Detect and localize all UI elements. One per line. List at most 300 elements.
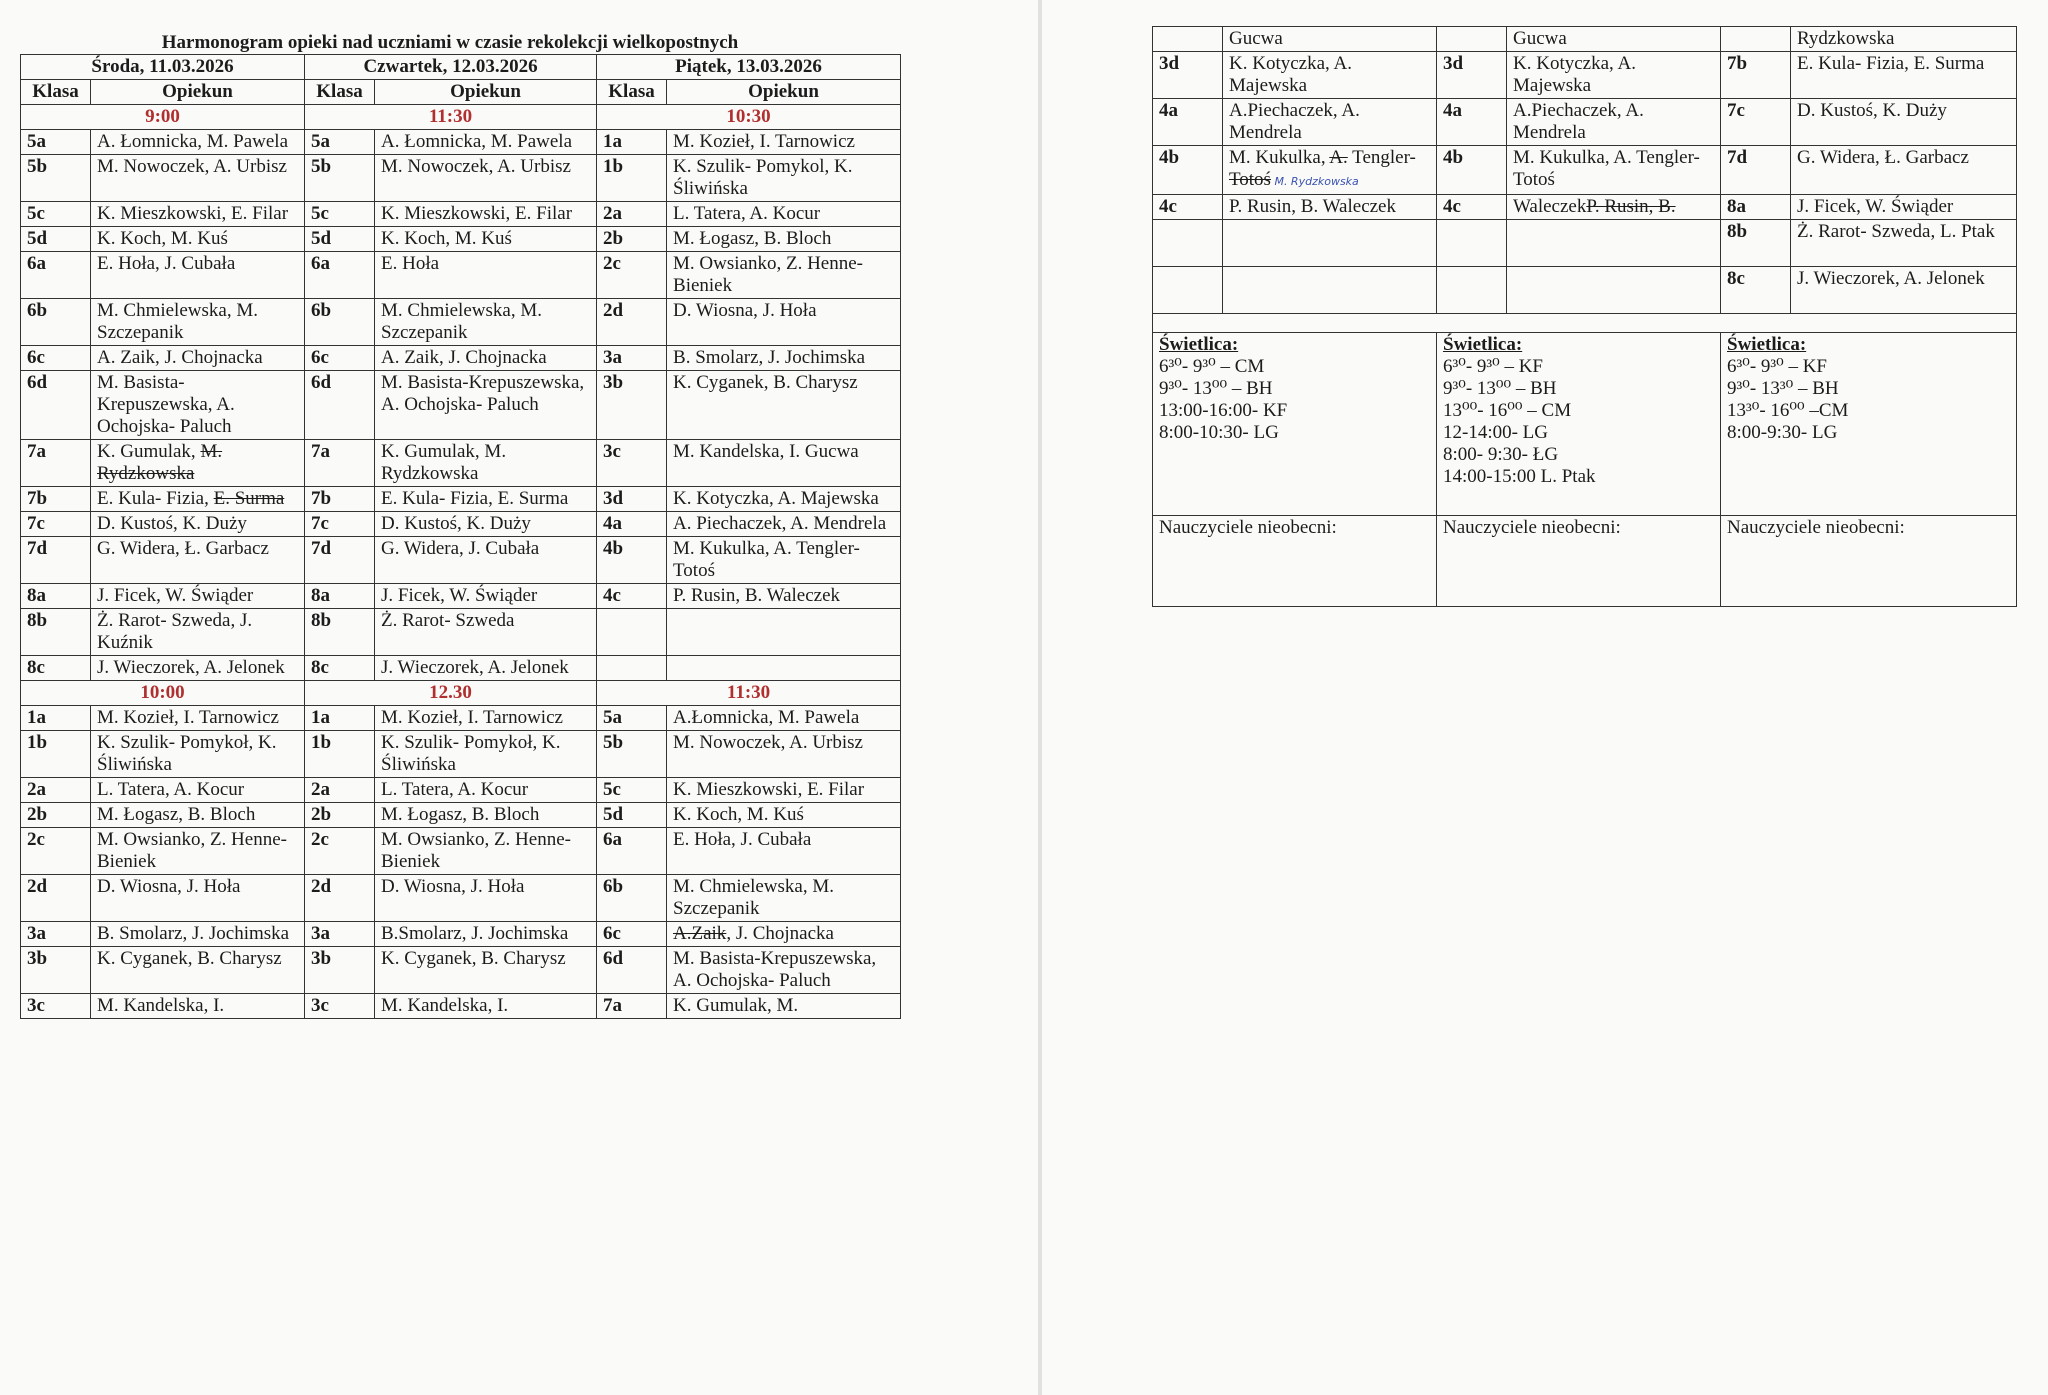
empty-class-cell bbox=[1153, 27, 1223, 52]
class-cell: 6a bbox=[305, 252, 375, 299]
caretaker-text: E. Hoła, J. Cubała bbox=[673, 829, 812, 850]
block1-time-1: 11:30 bbox=[305, 105, 597, 130]
caretaker-text: K. Cyganek, B. Charysz bbox=[97, 948, 282, 969]
class-cell: 7a bbox=[21, 440, 91, 487]
class-cell: 2c bbox=[305, 828, 375, 875]
class-cell: 4b bbox=[1153, 146, 1223, 195]
caretaker-cell bbox=[667, 440, 901, 487]
caretaker-text: M. Kozieł, I. Tarnowicz bbox=[673, 131, 855, 152]
block2-time-2: 11:30 bbox=[597, 681, 901, 706]
caretaker-text: M. Owsianko, Z. Henne- Bieniek bbox=[381, 829, 571, 872]
caretaker-text: M. Kozieł, I. Tarnowicz bbox=[97, 707, 279, 728]
swietlica-line: 6³⁰- 9³⁰ – CM bbox=[1159, 356, 1265, 377]
struck-text: Totoś bbox=[1229, 169, 1271, 190]
caretaker-cell bbox=[1223, 99, 1437, 146]
caretaker-cell bbox=[375, 440, 597, 487]
caretaker-cell bbox=[1507, 146, 1721, 195]
caretaker-text: , J. Chojnacka bbox=[726, 923, 834, 944]
table-row bbox=[21, 130, 901, 155]
caretaker-text: M. Nowoczek, A. Urbisz bbox=[673, 732, 863, 753]
class-cell bbox=[597, 609, 667, 656]
day-header-thu: Czwartek, 12.03.2026 bbox=[305, 55, 597, 80]
class-cell: 2a bbox=[21, 778, 91, 803]
class-cell: 6a bbox=[597, 828, 667, 875]
caretaker-text: D. Kustoś, K. Duży bbox=[381, 513, 531, 534]
document-title: Harmonogram opieki nad uczniami w czasie rekolekcji wielkopostnych bbox=[161, 32, 739, 53]
table-row bbox=[21, 994, 901, 1019]
class-cell: 2b bbox=[21, 803, 91, 828]
caretaker-text: A. Zaik, J. Chojnacka bbox=[97, 347, 263, 368]
block1-time-0: 9:00 bbox=[21, 105, 305, 130]
caretaker-text: M. Chmielewska, M. Szczepanik bbox=[97, 300, 258, 343]
class-cell: 5b bbox=[21, 155, 91, 202]
caretaker-cell bbox=[1507, 195, 1721, 220]
class-cell: 3c bbox=[597, 440, 667, 487]
absent-row bbox=[1153, 516, 2017, 607]
caretaker-text: A. Piechaczek, A. Mendrela bbox=[673, 513, 887, 534]
caretaker-cell bbox=[1791, 99, 2017, 146]
class-cell: 7d bbox=[305, 537, 375, 584]
caretaker-cell bbox=[91, 731, 305, 778]
caretaker-text: B. Smolarz, J. Jochimska bbox=[673, 347, 866, 368]
caretaker-cell bbox=[375, 922, 597, 947]
caretaker-text: M. Kukulka, A. Tengler- Totoś bbox=[1513, 147, 1700, 190]
swietlica-line: 14:00-15:00 L. Ptak bbox=[1443, 466, 1596, 487]
caretaker-text: G. Widera, Ł. Garbacz bbox=[97, 538, 269, 559]
caretaker-text: J. Ficek, W. Świąder bbox=[381, 585, 538, 606]
caretaker-cell bbox=[667, 803, 901, 828]
caretaker-text: K. Mieszkowski, E. Filar bbox=[97, 203, 289, 224]
swietlica-line: 6³⁰- 9³⁰ – KF bbox=[1727, 356, 1827, 377]
caretaker-cell bbox=[91, 803, 305, 828]
swietlica-line: 9³⁰- 13⁰⁰ – BH bbox=[1159, 378, 1273, 399]
schedule-table-continued bbox=[1152, 26, 2017, 607]
caretaker-text: P. Rusin, B. Waleczek bbox=[1229, 196, 1396, 217]
table-row bbox=[21, 828, 901, 875]
caretaker-text: M. Nowoczek, A. Urbisz bbox=[381, 156, 571, 177]
caretaker-cell bbox=[1791, 220, 2017, 267]
class-cell: 7c bbox=[21, 512, 91, 537]
caretaker-text: D. Kustoś, K. Duży bbox=[97, 513, 247, 534]
block1-time-row bbox=[21, 105, 901, 130]
class-cell: 3d bbox=[1437, 52, 1507, 99]
caretaker-cell bbox=[1791, 52, 2017, 99]
caretaker-text: K. Gumulak, M. Rydzkowska bbox=[381, 441, 507, 484]
caretaker-cell bbox=[375, 947, 597, 994]
class-cell: 8b bbox=[1721, 220, 1791, 267]
col-opiekun: Opiekun bbox=[375, 80, 597, 105]
caretaker-cell bbox=[91, 371, 305, 440]
class-cell: 5b bbox=[305, 155, 375, 202]
empty-class-cell bbox=[1721, 27, 1791, 52]
caretaker-cell bbox=[91, 778, 305, 803]
class-cell: 5d bbox=[305, 227, 375, 252]
caretaker-cell bbox=[91, 875, 305, 922]
caretaker-text: K. Mieszkowski, E. Filar bbox=[381, 203, 573, 224]
table-row bbox=[21, 512, 901, 537]
day-header-fri: Piątek, 13.03.2026 bbox=[597, 55, 901, 80]
class-cell: 7b bbox=[305, 487, 375, 512]
caretaker-cell bbox=[1223, 220, 1437, 267]
class-cell: 1a bbox=[597, 130, 667, 155]
class-cell: 7c bbox=[1721, 99, 1791, 146]
caretaker-cell bbox=[1791, 146, 2017, 195]
class-cell: 7d bbox=[1721, 146, 1791, 195]
caretaker-cell bbox=[1223, 146, 1437, 195]
caretaker-text: M. Łogasz, B. Bloch bbox=[381, 804, 540, 825]
caretaker-text: K. Cyganek, B. Charysz bbox=[381, 948, 566, 969]
table-row bbox=[1153, 99, 2017, 146]
swietlica-title: Świetlica: bbox=[1443, 334, 1523, 355]
caretaker-cell bbox=[375, 487, 597, 512]
class-cell bbox=[597, 656, 667, 681]
spacer-row bbox=[1153, 314, 2017, 333]
caretaker-text: L. Tatera, A. Kocur bbox=[97, 779, 245, 800]
caretaker-cell bbox=[375, 371, 597, 440]
class-cell: 8a bbox=[1721, 195, 1791, 220]
caretaker-text: K. Mieszkowski, E. Filar bbox=[673, 779, 865, 800]
class-cell: 1b bbox=[305, 731, 375, 778]
caretaker-text: G. Widera, Ł. Garbacz bbox=[1797, 147, 1969, 168]
class-cell: 2d bbox=[597, 299, 667, 346]
caretaker-cell bbox=[91, 512, 305, 537]
table-row bbox=[1153, 146, 2017, 195]
caretaker-cell bbox=[1507, 267, 1721, 314]
caretaker-text: K. Szulik- Pomykol, K. Śliwińska bbox=[673, 156, 853, 199]
caretaker-cell bbox=[375, 731, 597, 778]
class-cell: 2c bbox=[21, 828, 91, 875]
class-cell: 5c bbox=[305, 202, 375, 227]
table-row bbox=[21, 947, 901, 994]
continued-caretaker-1: Gucwa bbox=[1507, 27, 1721, 52]
caretaker-cell bbox=[667, 371, 901, 440]
swietlica-line: 9³⁰- 13³⁰ – BH bbox=[1727, 378, 1839, 399]
table-row bbox=[21, 778, 901, 803]
caretaker-cell bbox=[375, 656, 597, 681]
caretaker-cell bbox=[1507, 220, 1721, 267]
swietlica-cell-1 bbox=[1437, 333, 1721, 516]
caretaker-cell bbox=[667, 130, 901, 155]
class-cell bbox=[1437, 220, 1507, 267]
class-cell: 4c bbox=[1153, 195, 1223, 220]
column-header-row bbox=[21, 80, 901, 105]
caretaker-cell bbox=[375, 584, 597, 609]
swietlica-line: 8:00-9:30- LG bbox=[1727, 422, 1838, 443]
table-row bbox=[21, 706, 901, 731]
class-cell: 4a bbox=[597, 512, 667, 537]
caretaker-cell bbox=[91, 609, 305, 656]
caretaker-text: Ż. Rarot- Szweda, J. Kuźnik bbox=[97, 610, 253, 653]
continued-caretaker-2: Rydzkowska bbox=[1791, 27, 2017, 52]
caretaker-text: E. Kula- Fizia, E. Surma bbox=[1797, 53, 1985, 74]
caretaker-cell bbox=[91, 487, 305, 512]
class-cell: 4b bbox=[597, 537, 667, 584]
class-cell: 1a bbox=[21, 706, 91, 731]
caretaker-cell bbox=[375, 828, 597, 875]
caretaker-cell bbox=[667, 487, 901, 512]
caretaker-text: J. Ficek, W. Świąder bbox=[97, 585, 254, 606]
class-cell: 8c bbox=[1721, 267, 1791, 314]
caretaker-cell bbox=[667, 202, 901, 227]
class-cell: 5c bbox=[21, 202, 91, 227]
caretaker-cell bbox=[91, 537, 305, 584]
table-row bbox=[21, 584, 901, 609]
class-cell: 6d bbox=[21, 371, 91, 440]
swietlica-cell-0 bbox=[1153, 333, 1437, 516]
caretaker-text: G. Widera, J. Cubała bbox=[381, 538, 540, 559]
class-cell: 2b bbox=[597, 227, 667, 252]
caretaker-cell bbox=[91, 947, 305, 994]
caretaker-cell bbox=[375, 512, 597, 537]
struck-text: P. Rusin, B. bbox=[1586, 196, 1676, 217]
caretaker-cell bbox=[375, 252, 597, 299]
class-cell: 1b bbox=[597, 155, 667, 202]
caretaker-cell bbox=[667, 252, 901, 299]
table-row bbox=[21, 922, 901, 947]
caretaker-text: K. Koch, M. Kuś bbox=[381, 228, 512, 249]
class-cell: 5a bbox=[305, 130, 375, 155]
class-cell: 8a bbox=[305, 584, 375, 609]
caretaker-text: Waleczek bbox=[1513, 196, 1587, 217]
caretaker-text: J. Wieczorek, A. Jelonek bbox=[381, 657, 569, 678]
caretaker-text: J. Wieczorek, A. Jelonek bbox=[1797, 268, 1985, 289]
caretaker-cell bbox=[375, 202, 597, 227]
caretaker-cell bbox=[375, 155, 597, 202]
caretaker-text: Ż. Rarot- Szweda bbox=[381, 610, 515, 631]
caretaker-cell bbox=[667, 299, 901, 346]
caretaker-text: M. Kandelska, I. bbox=[381, 995, 509, 1016]
class-cell: 6c bbox=[21, 346, 91, 371]
caretaker-text: M. Chmielewska, M. Szczepanik bbox=[673, 876, 834, 919]
block2-time-1: 12.30 bbox=[305, 681, 597, 706]
caretaker-text: B.Smolarz, J. Jochimska bbox=[381, 923, 569, 944]
caretaker-text: A.Piechaczek, A. Mendrela bbox=[1513, 100, 1644, 143]
caretaker-cell bbox=[667, 828, 901, 875]
caretaker-text: K. Kotyczka, A. Majewska bbox=[1513, 53, 1636, 96]
class-cell: 4c bbox=[597, 584, 667, 609]
class-cell: 5b bbox=[597, 731, 667, 778]
caretaker-text: M. Łogasz, B. Bloch bbox=[97, 804, 256, 825]
day-header-wed: Środa, 11.03.2026 bbox=[21, 55, 305, 80]
caretaker-text: K. Cyganek, B. Charysz bbox=[673, 372, 858, 393]
caretaker-cell bbox=[1507, 99, 1721, 146]
col-klasa: Klasa bbox=[305, 80, 375, 105]
caretaker-cell bbox=[667, 346, 901, 371]
caretaker-text: J. Ficek, W. Świąder bbox=[1797, 196, 1954, 217]
struck-text: E. Surma bbox=[213, 488, 285, 509]
caretaker-text: M. Kukulka, bbox=[1229, 147, 1330, 168]
absent-teachers-cell-1: Nauczyciele nieobecni: bbox=[1437, 516, 1721, 607]
class-cell: 3b bbox=[21, 947, 91, 994]
caretaker-text: K. Kotyczka, A. Majewska bbox=[1229, 53, 1352, 96]
class-cell: 3c bbox=[305, 994, 375, 1019]
caretaker-cell bbox=[91, 440, 305, 487]
caretaker-text: E. Kula- Fizia, bbox=[97, 488, 214, 509]
caretaker-cell bbox=[91, 922, 305, 947]
class-cell: 5d bbox=[597, 803, 667, 828]
table-row bbox=[21, 875, 901, 922]
caretaker-cell bbox=[667, 512, 901, 537]
caretaker-cell bbox=[375, 227, 597, 252]
caretaker-cell bbox=[667, 994, 901, 1019]
class-cell: 7b bbox=[1721, 52, 1791, 99]
class-cell: 6d bbox=[597, 947, 667, 994]
absent-teachers-cell-0: Nauczyciele nieobecni: bbox=[1153, 516, 1437, 607]
caretaker-cell bbox=[1223, 267, 1437, 314]
class-cell: 7a bbox=[597, 994, 667, 1019]
caretaker-cell bbox=[375, 299, 597, 346]
col-klasa: Klasa bbox=[597, 80, 667, 105]
col-opiekun: Opiekun bbox=[91, 80, 305, 105]
caretaker-text: Ż. Rarot- Szweda, L. Ptak bbox=[1797, 221, 1995, 242]
swietlica-line: 12-14:00- LG bbox=[1443, 422, 1549, 443]
caretaker-cell bbox=[375, 346, 597, 371]
caretaker-cell bbox=[91, 994, 305, 1019]
caretaker-text: K. Szulik- Pomykoł, K. Śliwińska bbox=[97, 732, 277, 775]
caretaker-cell bbox=[667, 609, 901, 656]
table-row bbox=[1153, 195, 2017, 220]
table-row bbox=[21, 609, 901, 656]
caretaker-text: L. Tatera, A. Kocur bbox=[673, 203, 821, 224]
class-cell: 3c bbox=[21, 994, 91, 1019]
caretaker-text: E. Kula- Fizia, E. Surma bbox=[381, 488, 569, 509]
caretaker-cell bbox=[375, 609, 597, 656]
swietlica-title: Świetlica: bbox=[1159, 334, 1239, 355]
caretaker-text: Tengler- bbox=[1347, 147, 1416, 168]
schedule-table-main bbox=[20, 54, 901, 1019]
caretaker-cell bbox=[375, 130, 597, 155]
caretaker-text: K. Koch, M. Kuś bbox=[97, 228, 228, 249]
class-cell: 3a bbox=[305, 922, 375, 947]
class-cell: 2a bbox=[597, 202, 667, 227]
table-row bbox=[21, 155, 901, 202]
table-row bbox=[21, 487, 901, 512]
caretaker-text: M. Nowoczek, A. Urbisz bbox=[97, 156, 287, 177]
caretaker-cell bbox=[375, 875, 597, 922]
caretaker-cell bbox=[1507, 52, 1721, 99]
handwritten-note: M. Rydzkowska bbox=[1270, 175, 1359, 188]
caretaker-cell bbox=[667, 584, 901, 609]
caretaker-text: K. Gumulak, bbox=[97, 441, 201, 462]
class-cell: 2d bbox=[21, 875, 91, 922]
class-cell: 3b bbox=[597, 371, 667, 440]
caretaker-cell bbox=[91, 656, 305, 681]
caretaker-cell bbox=[667, 875, 901, 922]
empty-class-cell bbox=[1437, 27, 1507, 52]
block2-time-row bbox=[21, 681, 901, 706]
caretaker-text: A. Zaik, J. Chojnacka bbox=[381, 347, 547, 368]
caretaker-text: E. Hoła, J. Cubała bbox=[97, 253, 236, 274]
class-cell: 7a bbox=[305, 440, 375, 487]
caretaker-text: J. Wieczorek, A. Jelonek bbox=[97, 657, 285, 678]
class-cell: 5d bbox=[21, 227, 91, 252]
table-row bbox=[1153, 220, 2017, 267]
caretaker-text: D. Kustoś, K. Duży bbox=[1797, 100, 1947, 121]
caretaker-cell bbox=[1223, 52, 1437, 99]
caretaker-text: M. Kukulka, A. Tengler- Totoś bbox=[673, 538, 860, 581]
caretaker-cell bbox=[91, 346, 305, 371]
caretaker-cell bbox=[667, 155, 901, 202]
class-cell: 6c bbox=[305, 346, 375, 371]
caretaker-text: M. Łogasz, B. Bloch bbox=[673, 228, 832, 249]
caretaker-text: M. Kozieł, I. Tarnowicz bbox=[381, 707, 563, 728]
class-cell: 5c bbox=[597, 778, 667, 803]
caretaker-cell bbox=[375, 778, 597, 803]
class-cell: 6b bbox=[305, 299, 375, 346]
class-cell: 8c bbox=[21, 656, 91, 681]
table-row bbox=[21, 440, 901, 487]
class-cell: 5a bbox=[21, 130, 91, 155]
swietlica-line: 13³⁰- 16⁰⁰ –CM bbox=[1727, 400, 1849, 421]
table-row bbox=[21, 252, 901, 299]
class-cell bbox=[1437, 267, 1507, 314]
class-cell: 8b bbox=[305, 609, 375, 656]
caretaker-cell bbox=[375, 537, 597, 584]
caretaker-cell bbox=[1223, 195, 1437, 220]
table-row bbox=[21, 227, 901, 252]
class-cell: 7c bbox=[305, 512, 375, 537]
caretaker-text: D. Wiosna, J. Hoła bbox=[97, 876, 241, 897]
caretaker-cell bbox=[91, 155, 305, 202]
caretaker-text: K. Koch, M. Kuś bbox=[673, 804, 804, 825]
caretaker-text: K. Kotyczka, A. Majewska bbox=[673, 488, 879, 509]
class-cell: 1b bbox=[21, 731, 91, 778]
caretaker-text: M. Basista-Krepuszewska, A. Ochojska- Paluch bbox=[97, 372, 235, 437]
caretaker-text: A.Łomnicka, M. Pawela bbox=[673, 707, 860, 728]
swietlica-line: 8:00- 9:30- ŁG bbox=[1443, 444, 1559, 465]
caretaker-cell bbox=[667, 731, 901, 778]
caretaker-cell bbox=[667, 656, 901, 681]
class-cell: 6d bbox=[305, 371, 375, 440]
table-row bbox=[1153, 52, 2017, 99]
struck-text: A.Zaik bbox=[673, 923, 727, 944]
caretaker-cell bbox=[667, 922, 901, 947]
caretaker-cell bbox=[375, 706, 597, 731]
table-row bbox=[21, 371, 901, 440]
caretaker-text: M. Basista-Krepuszewska, A. Ochojska- Paluch bbox=[673, 948, 877, 991]
caretaker-cell bbox=[667, 947, 901, 994]
caretaker-text: K. Szulik- Pomykoł, K. Śliwińska bbox=[381, 732, 561, 775]
swietlica-line: 13⁰⁰- 16⁰⁰ – CM bbox=[1443, 400, 1572, 421]
caretaker-cell bbox=[91, 130, 305, 155]
swietlica-line: 13:00-16:00- KF bbox=[1159, 400, 1288, 421]
caretaker-text: D. Wiosna, J. Hoła bbox=[673, 300, 817, 321]
caretaker-text: D. Wiosna, J. Hoła bbox=[381, 876, 525, 897]
swietlica-title: Świetlica: bbox=[1727, 334, 1807, 355]
table-row bbox=[21, 537, 901, 584]
caretaker-text: P. Rusin, B. Waleczek bbox=[673, 585, 841, 606]
table-row bbox=[21, 803, 901, 828]
class-cell: 6c bbox=[597, 922, 667, 947]
swietlica-row bbox=[1153, 333, 2017, 516]
class-cell: 8b bbox=[21, 609, 91, 656]
caretaker-cell bbox=[91, 299, 305, 346]
caretaker-cell bbox=[375, 803, 597, 828]
class-cell bbox=[1153, 267, 1223, 314]
table-row bbox=[21, 346, 901, 371]
swietlica-line: 8:00-10:30- LG bbox=[1159, 422, 1279, 443]
caretaker-cell bbox=[91, 227, 305, 252]
caretaker-text: M. Kandelska, I. Gucwa bbox=[673, 441, 859, 462]
class-cell: 5a bbox=[597, 706, 667, 731]
caretaker-text: K. Gumulak, M. bbox=[673, 995, 799, 1016]
class-cell: 4c bbox=[1437, 195, 1507, 220]
swietlica-cell-2 bbox=[1721, 333, 2017, 516]
block1-time-2: 10:30 bbox=[597, 105, 901, 130]
caretaker-cell bbox=[667, 537, 901, 584]
struck-text: M. Rydzkowska bbox=[97, 441, 223, 484]
swietlica-line: 9³⁰- 13⁰⁰ – BH bbox=[1443, 378, 1557, 399]
